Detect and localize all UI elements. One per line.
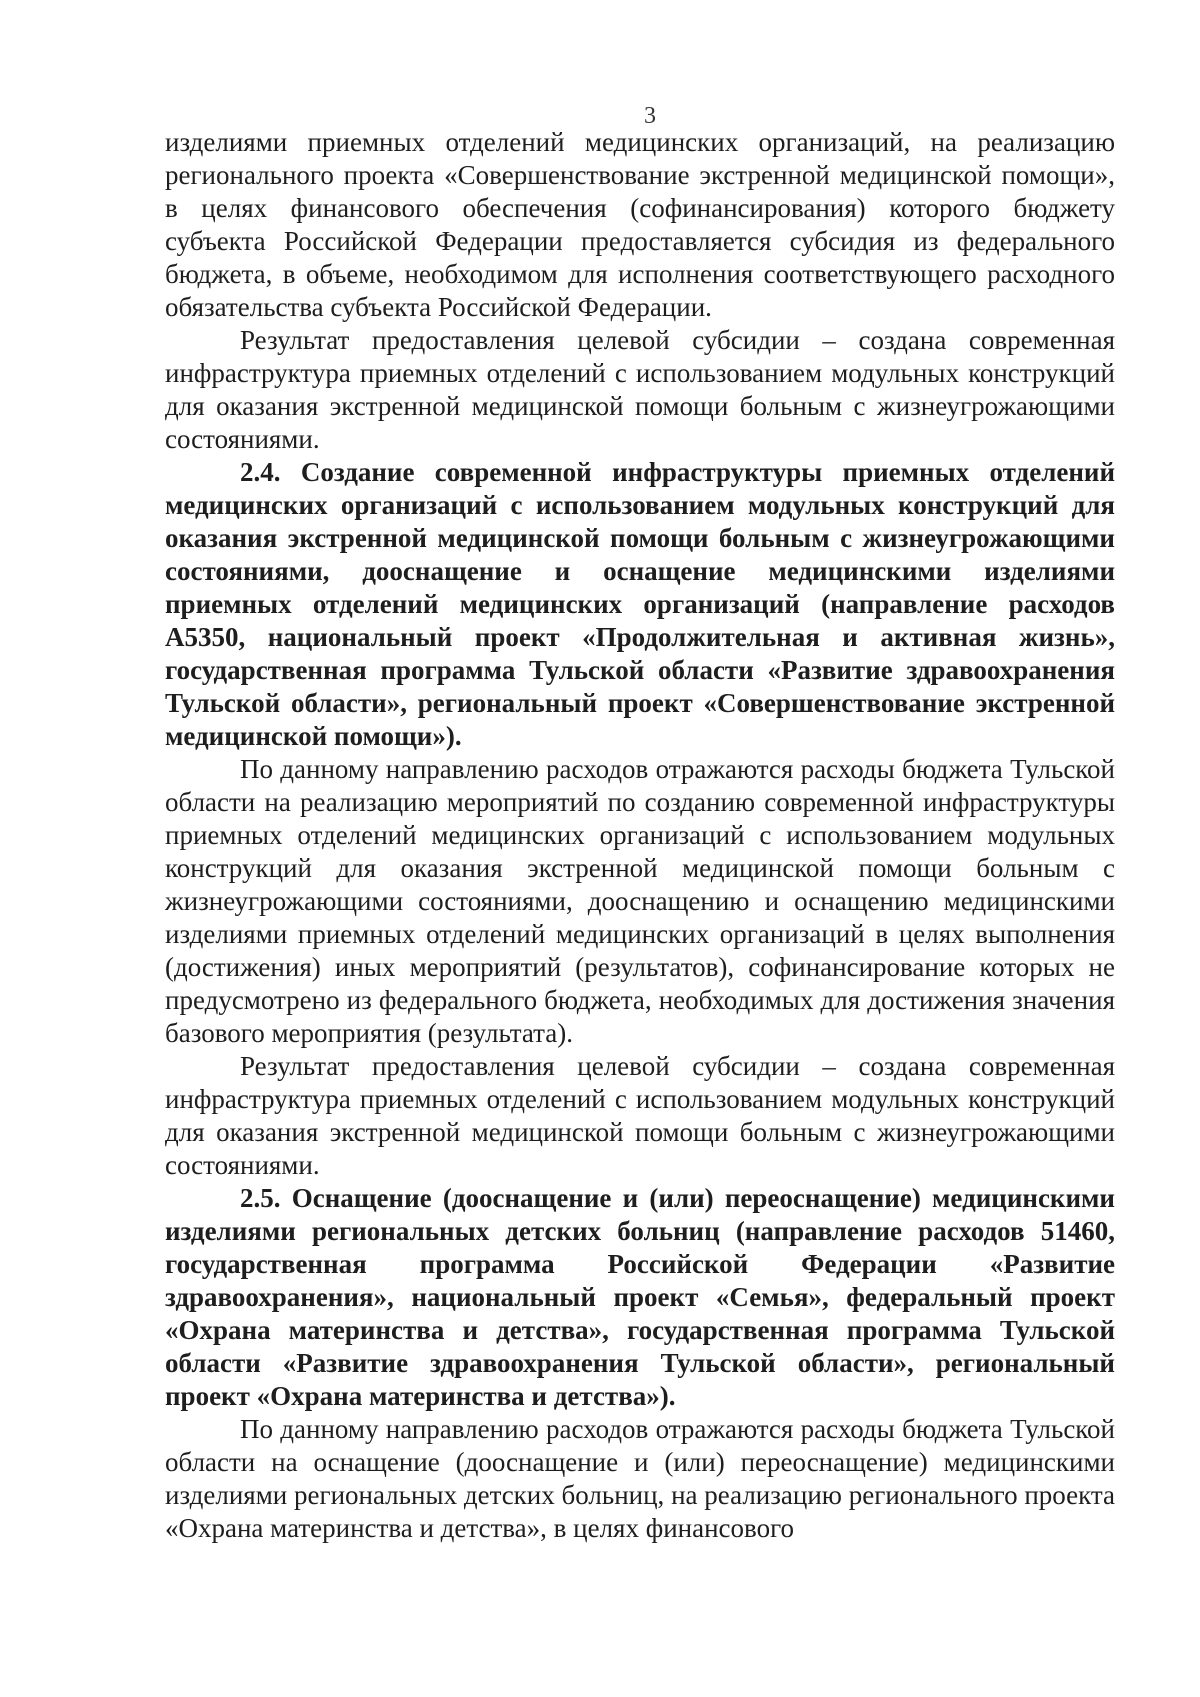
page-number: 3 xyxy=(644,103,656,129)
paragraph-description-2-4: По данному направлению расходов отражаются расходы бюджета Тульской области на реализацию мероприятий по созданию современной инфраструктуры приемных отделений медицинских организаций с использованием модульных конструкций для оказания экстренной медицинской помощи больным с жизнеугрожающими состояниями, дооснащению и оснащению медицинскими изделиями приемных отделений медицинских организаций в целях выполнения (достижения) иных мероприятий (результатов), софинансирование которых не предусмотрено из федерального бюджета, необходимых для достижения значения базового мероприятия (результата). xyxy=(165,754,1115,1048)
paragraph-result-2-4: Результат предоставления целевой субсидии – создана современная инфраструктура приемных отделений с использованием модульных конструкций для оказания экстренной медицинской помощи больным с жизнеугрожающими состояниями. xyxy=(165,1051,1115,1180)
section-heading-2-5: 2.5. Оснащение (дооснащение и (или) переоснащение) медицинскими изделиями региональных детских больниц (направление расходов 51460, государственная программа Российской Федерации «Развитие здравоохранения», национальный проект «Семья», федеральный проект «Охрана материнства и детства», государственная программа Тульской области «Развитие здравоохранения Тульской области», региональный проект «Охрана материнства и детства»). xyxy=(165,1183,1115,1411)
paragraph-result-2-3: Результат предоставления целевой субсидии – создана современная инфраструктура приемных отделений с использованием модульных конструкций для оказания экстренной медицинской помощи больным с жизнеугрожающими состояниями. xyxy=(165,325,1115,454)
document-body xyxy=(165,126,1115,1545)
paragraph-continuation: изделиями приемных отделений медицинских организаций, на реализацию регионального проекта «Совершенствование экстренной медицинской помощи», в целях финансового обеспечения (софинансирования) которого бюджету субъекта Российской Федерации предоставляется субсидия из федерального бюджета, в объеме, необходимом для исполнения соответствующего расходного обязательства субъекта Российской Федерации. xyxy=(165,127,1115,322)
section-heading-2-4: 2.4. Создание современной инфраструктуры приемных отделений медицинских организаций с использованием модульных конструкций для оказания экстренной медицинской помощи больным с жизнеугрожающими состояниями, дооснащение и оснащение медицинскими изделиями приемных отделений медицинских организаций (направление расходов А5350, национальный проект «Продолжительная и активная жизнь», государственная программа Тульской области «Развитие здравоохранения Тульской области», региональный проект «Совершенствование экстренной медицинской помощи»). xyxy=(165,457,1115,751)
paragraph-description-2-5: По данному направлению расходов отражаются расходы бюджета Тульской области на оснащение (дооснащение и (или) переоснащение) медицинскими изделиями региональных детских больниц, на реализацию регионального проекта «Охрана материнства и детства», в целях финансового xyxy=(165,1414,1115,1543)
